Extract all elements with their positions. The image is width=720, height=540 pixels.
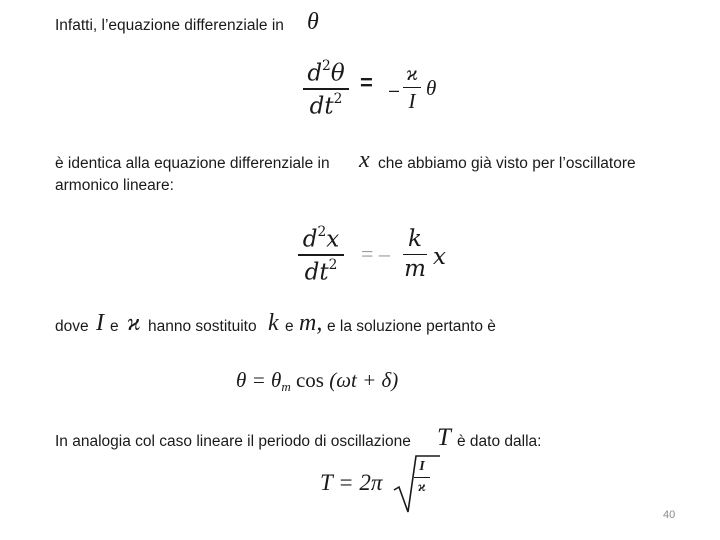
eq2-fraction-bar (298, 254, 344, 256)
T-symbol: T (437, 424, 451, 451)
period-lhs: T = 2π (320, 470, 383, 495)
eq2-rhs-bar (403, 254, 427, 255)
eq1-numerator: $d^2\theta$ (307, 58, 345, 87)
eq2-rhs-fraction (403, 228, 427, 281)
eq1-lhs-fraction (303, 60, 349, 119)
identical-line-end: che abbiamo già visto per l’oscillatore (378, 155, 636, 172)
eq1-rhs-numerator: ϰ (406, 61, 418, 85)
period-numerator: I (419, 459, 425, 474)
eq2-lhs-fraction (298, 226, 344, 285)
analogy-line-start: In analogia col caso lineare il periodo di oscillazione (55, 433, 411, 450)
eq2-rhs-numerator: k (408, 226, 422, 252)
intro-line: Infatti, l’equazione differenziale in (55, 17, 284, 34)
eq1-denominator: $dt^2$ (309, 91, 343, 120)
solution-equation-text: $\theta = \theta_m$ cos (ωt + δ) (236, 368, 399, 394)
period-fraction-bar (414, 477, 430, 478)
I-symbol: I (96, 310, 104, 336)
theta-symbol: θ (307, 9, 319, 35)
eq1-rhs-fraction (403, 63, 421, 112)
eq2-denominator: $dt^2$ (304, 257, 338, 286)
identical-line-start: è identica alla equazione differenziale in (55, 155, 330, 172)
eq1-rhs-denominator: I (408, 89, 416, 113)
eq1-fraction-bar (303, 88, 349, 90)
and-word-1: e (110, 318, 119, 335)
period-denominator: ϰ (418, 480, 426, 495)
eq2-equals-minus: = – (361, 241, 390, 266)
where-word: dove (55, 318, 89, 335)
solution-equation (236, 368, 398, 395)
eq1-equals: = (360, 70, 373, 95)
substituted-text: hanno sostituito (148, 318, 257, 335)
x-symbol: x (359, 147, 370, 173)
eq1-minus: – (389, 80, 400, 100)
period-fraction (414, 460, 430, 495)
eq2-rhs-denominator: m (404, 256, 426, 282)
eq2-numerator: $d^2x$ (302, 224, 340, 253)
m-symbol: m, (299, 310, 323, 336)
analogy-line-end: è dato dalla: (457, 433, 542, 450)
eq1-rhs-bar (403, 87, 421, 88)
kappa-symbol: ϰ (127, 310, 141, 336)
eq2-x: x (433, 244, 446, 270)
and-word-2: e (285, 318, 294, 335)
solution-text: e la soluzione pertanto è (327, 318, 496, 335)
linear-oscillator-line: armonico lineare: (55, 177, 174, 194)
page-number: 40 (663, 509, 676, 521)
eq1-theta: θ (426, 76, 437, 100)
k-symbol: k (268, 310, 279, 336)
